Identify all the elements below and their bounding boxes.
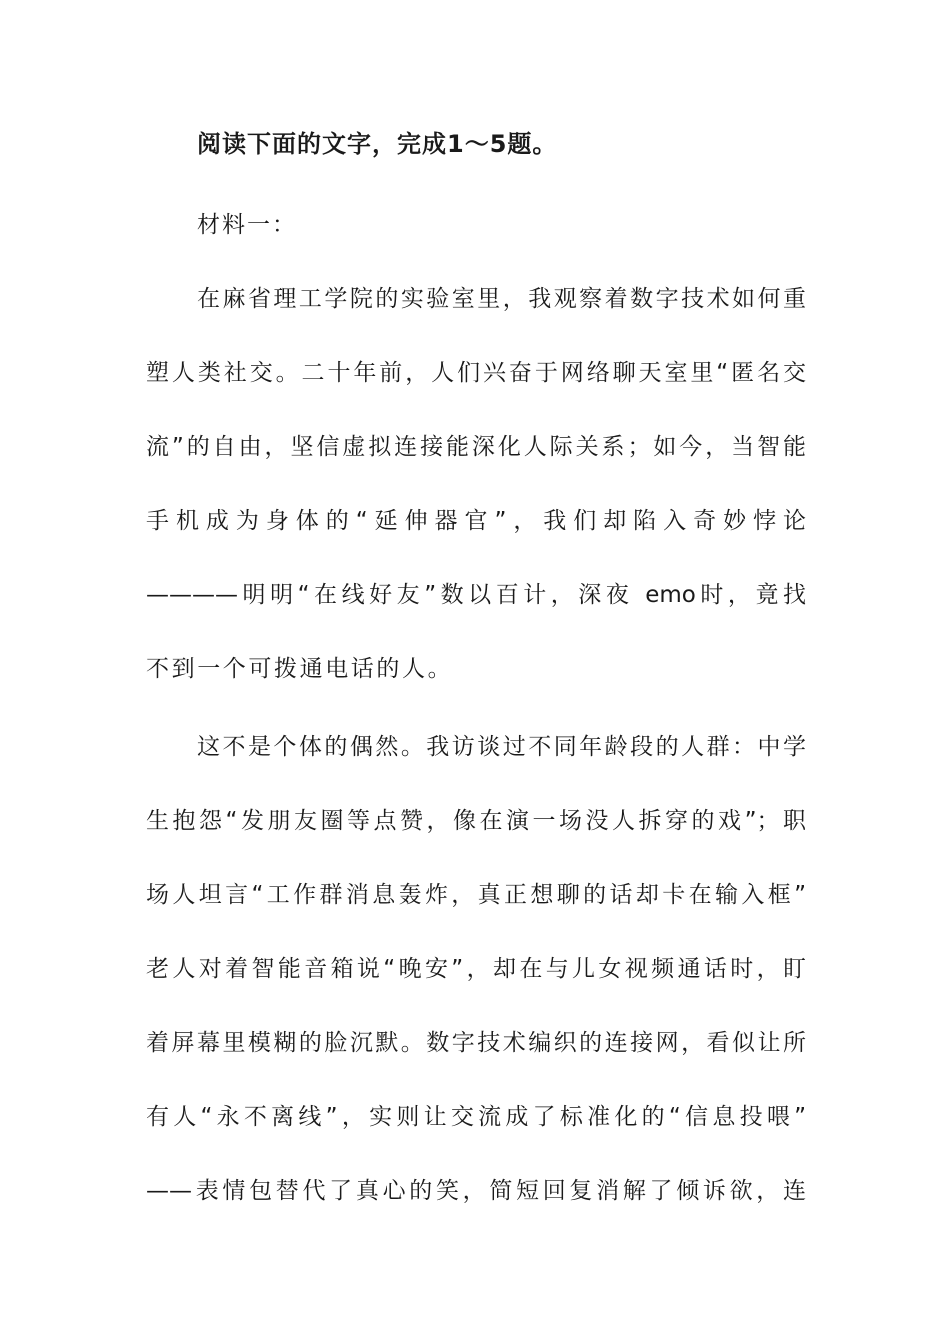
paragraph-line: 老人对着智能音箱说“晚安”，却在与儿女视频通话时，盯 (146, 956, 806, 982)
paragraph-line: 塑人类社交。二十年前，人们兴奋于网络聊天室里“匿名交 (146, 360, 806, 386)
document-heading: 阅读下面的文字，完成1～5题。 (197, 130, 558, 158)
paragraph-line: ——表情包替代了真心的笑，简短回复消解了倾诉欲，连 (146, 1178, 806, 1204)
paragraph-line: 场人坦言“工作群消息轰炸，真正想聊的话却卡在输入框” (146, 882, 806, 908)
paragraph-line: 不到一个可拨通电话的人。 (146, 656, 454, 682)
paragraph-line: 着屏幕里模糊的脸沉默。数字技术编织的连接网，看似让所 (146, 1030, 806, 1056)
paragraph-line: 这不是个体的偶然。我访谈过不同年龄段的人群：中学 (197, 734, 806, 760)
paragraph-line: 有人“永不离线”，实则让交流成了标准化的“信息投喂” (146, 1104, 806, 1130)
paragraph-line: 手机成为身体的“延伸器官”，我们却陷入奇妙悖论 (146, 508, 806, 534)
material-label: 材料一： (197, 212, 297, 238)
paragraph-line: 流”的自由，坚信虚拟连接能深化人际关系；如今，当智能 (146, 434, 806, 460)
paragraph-line: 生抱怨“发朋友圈等点赞，像在演一场没人拆穿的戏”；职 (146, 808, 806, 834)
paragraph-line: ————明明“在线好友”数以百计，深夜 emo时，竟找 (146, 582, 806, 608)
paragraph-line: 在麻省理工学院的实验室里，我观察着数字技术如何重 (197, 286, 806, 312)
